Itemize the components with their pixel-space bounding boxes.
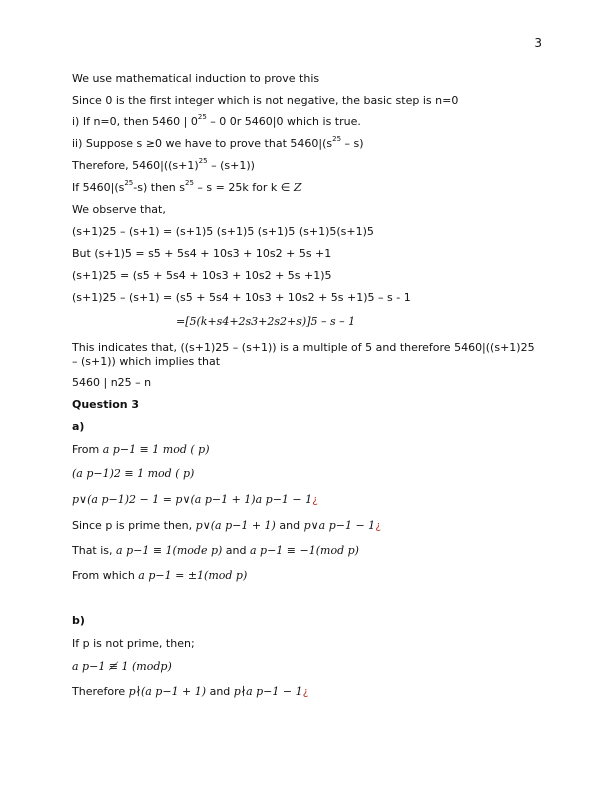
- text: From: [72, 443, 103, 456]
- part-a-line-3: [72, 493, 318, 506]
- therefore-rest: – (s+1)): [207, 159, 255, 172]
- expansion-line-3: (s+1)25 = (s5 + 5s4 + 10s3 + 10s2 + 5s +1)5: [72, 269, 332, 282]
- part-a-line-1: [72, 443, 209, 456]
- glyph-mark: ¿: [375, 519, 382, 532]
- equation-line: =[5(k+s4+2s3+2s2+s)]5 – s – 1: [176, 315, 356, 328]
- step-ii-text: ii) Suppose s ≥0 we have to prove that 5460|(s: [72, 137, 333, 150]
- text: and: [275, 519, 304, 532]
- part-a-line-6: [72, 569, 247, 582]
- part-b-line-2: a p−1 ≢ 1 (modp): [72, 660, 172, 673]
- text: From which: [72, 569, 139, 582]
- exponent: 25: [185, 179, 194, 187]
- part-b-line-3: [72, 685, 308, 698]
- math-expression: p∨a p−1 − 1: [303, 519, 376, 532]
- part-a-heading: a): [72, 420, 85, 433]
- math-expression: a p−1 ≡ 1 mod ( p): [102, 443, 210, 456]
- exponent: 25: [198, 157, 208, 165]
- basic-step-line: Since 0 is the first integer which is not negative, the basic step is n=0: [72, 94, 459, 107]
- text: Therefore: [72, 685, 129, 698]
- hyp-text-1: If 5460|(s: [72, 181, 125, 194]
- hypothesis-line: [72, 181, 301, 194]
- question-3-heading: Question 3: [72, 398, 140, 411]
- exponent: 25: [124, 179, 134, 187]
- step-i-rest: – 0 0r 5460|0 which is true.: [206, 115, 361, 128]
- expansion-line-2: But (s+1)5 = s5 + 5s4 + 10s3 + 10s2 + 5s +1: [72, 247, 332, 260]
- part-b-heading: b): [72, 614, 85, 627]
- text: That is,: [72, 544, 117, 557]
- exponent: 25: [197, 113, 207, 121]
- part-a-line-5: [72, 544, 359, 557]
- part-b-line-1: If p is not prime, then;: [72, 637, 195, 650]
- math-expression: a p−1 ≡ 1(mode p): [116, 544, 223, 557]
- math-expression: a p−1 = ±1(mod p): [138, 569, 248, 582]
- expansion-line-4: (s+1)25 – (s+1) = (s5 + 5s4 + 10s3 + 10s2 + 5s +1)5 – s - 1: [72, 291, 411, 304]
- result-line: 5460 | n25 – n: [72, 376, 152, 389]
- page-number: 3: [534, 36, 542, 50]
- observe-line: We observe that,: [72, 203, 166, 216]
- therefore-line: [72, 159, 255, 172]
- math-expression: p∤(a p−1 + 1): [128, 685, 207, 698]
- part-a-line-2: (a p−1)2 ≡ 1 mod ( p): [72, 467, 195, 480]
- integer-set-symbol: Z: [293, 181, 302, 194]
- step-ii-line: [72, 137, 364, 150]
- hyp-text-3: – s = 25k for k ∈: [193, 181, 294, 194]
- therefore-text: Therefore, 5460|((s+1): [72, 159, 199, 172]
- conclusion-paragraph: This indicates that, ((s+1)25 – (s+1)) is a multiple of 5 and therefore 5460|((s+1)25 – (s+1)) which implies that: [72, 341, 535, 368]
- step-i-line: [72, 115, 361, 128]
- math-expression: p∨(a p−1)2 − 1 = p∨(a p−1 + 1)a p−1 − 1: [72, 493, 313, 506]
- exponent: 25: [332, 135, 342, 143]
- glyph-mark: ¿: [302, 685, 309, 698]
- step-ii-rest: – s): [341, 137, 364, 150]
- expansion-line-1: (s+1)25 – (s+1) = (s+1)5 (s+1)5 (s+1)5 (s+1)5(s+1)5: [72, 225, 374, 238]
- math-expression: p∨(a p−1 + 1): [195, 519, 276, 532]
- text: Since p is prime then,: [72, 519, 196, 532]
- math-expression: p∤a p−1 − 1: [233, 685, 303, 698]
- part-a-line-4: [72, 519, 381, 532]
- hyp-text-2: -s) then s: [133, 181, 186, 194]
- glyph-mark: ¿: [312, 493, 318, 506]
- text: and: [222, 544, 250, 557]
- step-i-text: i) If n=0, then 5460 | 0: [72, 115, 198, 128]
- math-expression: a p−1 ≡ −1(mod p): [249, 544, 359, 557]
- text: and: [206, 685, 234, 698]
- intro-line: We use mathematical induction to prove this: [72, 72, 320, 85]
